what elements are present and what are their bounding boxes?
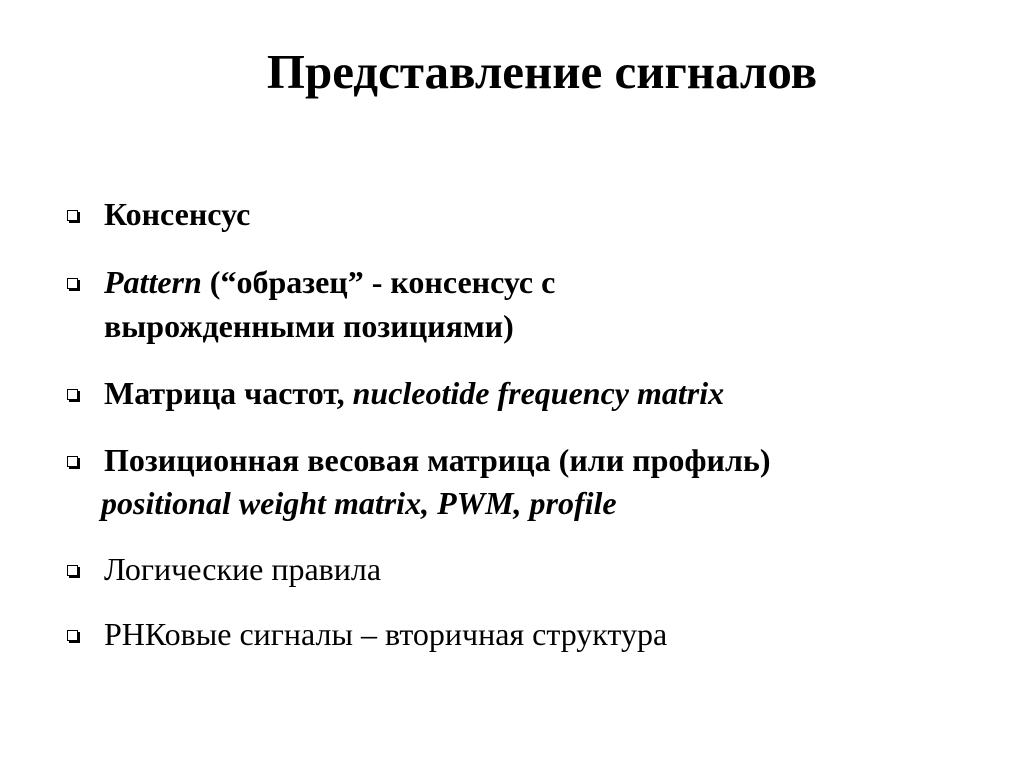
hollow-square-bullet-icon (67, 565, 78, 576)
bullet-text: Логические правила (104, 551, 382, 587)
hollow-square-bullet-icon (67, 630, 78, 641)
bullet-text-italic: Pattern (104, 264, 202, 300)
hollow-square-bullet-icon (67, 456, 78, 467)
hollow-square-bullet-icon (67, 278, 78, 289)
bullet-text-line-2: positional weight matrix, PWM, profile (101, 485, 617, 521)
bullet-text-italic: nucleotide frequency matrix (352, 375, 725, 411)
hollow-square-bullet-icon (67, 210, 78, 221)
bullet-text-line-2: вырожденными позициями) (104, 308, 514, 344)
hollow-square-bullet-icon (67, 389, 78, 400)
bullet-text-bold: Матрица частот, (104, 375, 353, 411)
slide-title: Представление сигналов (266, 44, 818, 99)
bullet-text-line-1: Позиционная весовая матрица (или профиль) (104, 442, 771, 478)
bullet-text-line-1 (104, 263, 555, 301)
bullet-text: РНКовые сигналы – вторичная структура (104, 616, 668, 652)
bullet-text: Консенсус (104, 196, 251, 232)
bullet-text (104, 374, 724, 412)
bullet-text-bold: (“образец” - консенсус с (201, 264, 556, 300)
